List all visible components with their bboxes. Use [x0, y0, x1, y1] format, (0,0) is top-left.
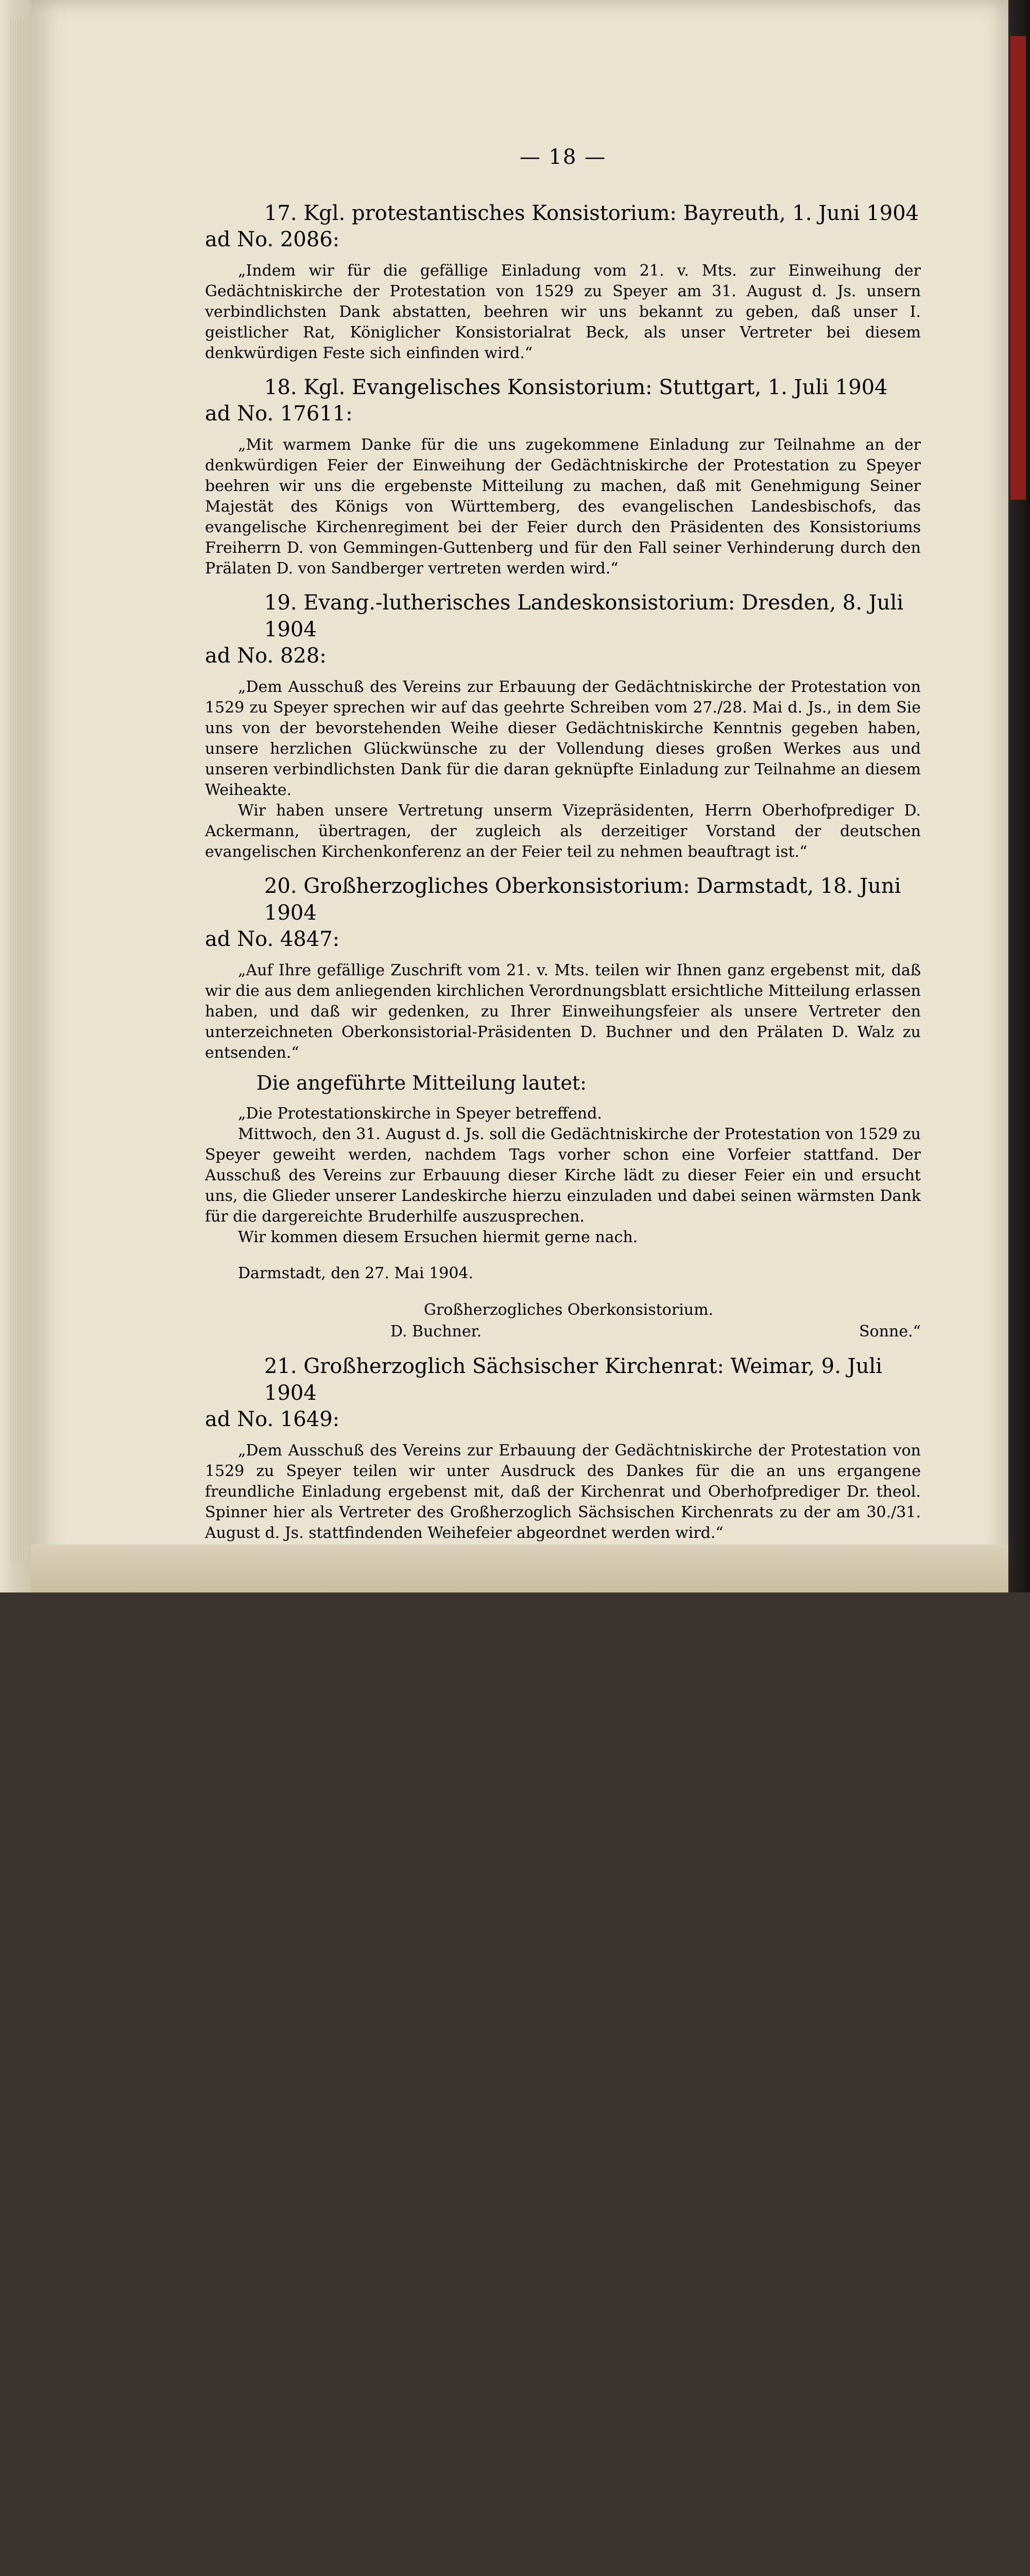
page-content — [205, 145, 921, 1554]
page-stack-lines — [10, 21, 26, 1561]
entry-heading: 21. Großherzoglich Sächsischer Kirchenrat: Weimar, 9. Juli 1904 — [264, 1354, 883, 1405]
entry-text: „Indem wir für die gefällige Einladung vom 21. v. Mts. zur Einweihung der Gedächtniskirche der Protestation von 1529 zu Speyer am 31. August d. Js. unsern verbindlichsten Dank abstatten, beehren wir uns bekannt zu geben, daß unser I. geistlicher Rat, Königlicher Konsistorialrat Beck, als unser Vertreter bei diesem denkwürdigen Feste sich einfinden wird.“ — [205, 262, 921, 362]
announcement-body: Mittwoch, den 31. August d. Js. soll die Gedächtniskirche der Protestation von 1529 zu Speyer geweiht werden, nachdem Tags vorher schon eine Vorfeier stattfand. Der Ausschuß des Vereins zur Erbauung dieser Kirche lädt zu dieser Feier ein und ersucht uns, die Glieder unserer Landeskirche hierzu einzuladen und dabei seinen wärmsten Dank für die dargereichte Bruderhilfe auszusprechen. — [205, 1125, 921, 1226]
entry-heading: 19. Evang.-lutherisches Landeskonsistorium: Dresden, 8. Juli 1904 — [264, 591, 904, 641]
entry-reference: ad No. 1649: — [205, 1408, 340, 1431]
entry-18 — [205, 374, 921, 579]
entry-17 — [205, 200, 921, 364]
announcement-title: „Die Protestationskirche in Speyer betreffend. — [238, 1105, 602, 1123]
book-binding-edge — [0, 0, 31, 1592]
signature-sonne: Sonne.“ — [859, 1323, 921, 1341]
announcement-place-date: Darmstadt, den 27. Mai 1904. — [238, 1264, 474, 1282]
entry-text: „Dem Ausschuß des Vereins zur Erbauung der Gedächtniskirche der Protestation von 1529 zu Speyer teilen wir unter Ausdruck des Dankes für die an uns ergangene freundliche Einladung ergebenst mit, daß der Kirchenrat und Oberhofprediger Dr. theol. Spinner hier als Vertreter des Großherzoglich Sächsischen Kirchenrats zu der am 30./31. August d. Js. stattfindenden Weihefeier abgeordnet werden wird.“ — [205, 1442, 921, 1542]
entry-19 — [205, 589, 921, 862]
page-number: — 18 — — [519, 145, 607, 169]
entry-20 — [205, 873, 921, 1343]
entry-reference: ad No. 17611: — [205, 402, 353, 426]
entry-reference: ad No. 2086: — [205, 228, 340, 251]
announcement-signing-body: Großherzogliches Oberkonsistorium. — [424, 1301, 714, 1319]
entry-heading: 18. Kgl. Evangelisches Konsistorium: Stuttgart, 1. Juli 1904 — [264, 376, 888, 399]
entry-text: „Dem Ausschuß des Vereins zur Erbauung der Gedächtniskirche der Protestation von 1529 zu Speyer sprechen wir auf das geehrte Schreiben vom 27./28. Mai d. Js., in dem Sie uns von der bevorstehenden Weihe dieser Gedächtniskirche Kenntnis gegeben haben, unsere herzlichen Glückwünsche zu der Vollendung dieses großen Werkes aus und unseren verbindlichsten Dank für die daran geknüpfte Einladung zur Teilnahme an diesem Weiheakte. — [205, 678, 921, 799]
entry-reference: ad No. 4847: — [205, 927, 340, 951]
announcement-heading: Die angeführte Mitteilung lautet: — [256, 1072, 587, 1094]
entry-21 — [205, 1353, 921, 1544]
entry-text: „Auf Ihre gefällige Zuschrift vom 21. v. Mts. teilen wir Ihnen ganz ergebenst mit, daß wir die aus dem anliegenden kirchlichen Verordnungsblatt ersichtliche Mitteilung erlassen haben, und daß wir gedenken, zu Ihrer Einweihungsfeier als unsere Vertreter den unterzeichneten Oberkonsistorial-Präsidenten D. Buchner und den Prälaten D. Walz zu entsenden.“ — [205, 961, 921, 1062]
red-bookmark-ribbon — [1010, 36, 1026, 500]
announcement-signatures — [205, 1321, 921, 1343]
entry-text: „Mit warmem Danke für die uns zugekommene Einladung zur Teilnahme an der denkwürdigen Feier der Einweihung der Gedächtniskirche der Protestation zu Speyer beehren wir uns die ergebenste Mitteilung zu machen, daß mit Genehmigung Seiner Majestät des Königs von Württemberg, des evangelischen Landesbischofs, das evangelische Kirchenregiment bei der Feier durch den Präsidenten des Konsistoriums Freiherrn D. von Gemmingen-Guttenberg und für den Fall seiner Verhinderung durch den Prälaten D. von Sandberger vertreten werden wird.“ — [205, 436, 921, 578]
entry-text-continued: Wir haben unsere Vertretung unserm Vizepräsidenten, Herrn Oberhofprediger D. Ackermann, übertragen, der zugleich als derzeitiger Vorstand der deutschen evangelischen Kirchenkonferenz an der Feier teil zu nehmen beauftragt ist.“ — [205, 802, 921, 861]
entry-reference: ad No. 828: — [205, 644, 327, 668]
entry-heading: 17. Kgl. protestantisches Konsistorium: Bayreuth, 1. Juni 1904 — [264, 201, 919, 225]
announcement-body-continued: Wir kommen diesem Ersuchen hiermit gerne nach. — [238, 1228, 638, 1246]
signature-buchner: D. Buchner. — [390, 1323, 482, 1341]
entry-heading: 20. Großherzogliches Oberkonsistorium: Darmstadt, 18. Juni 1904 — [264, 874, 901, 925]
